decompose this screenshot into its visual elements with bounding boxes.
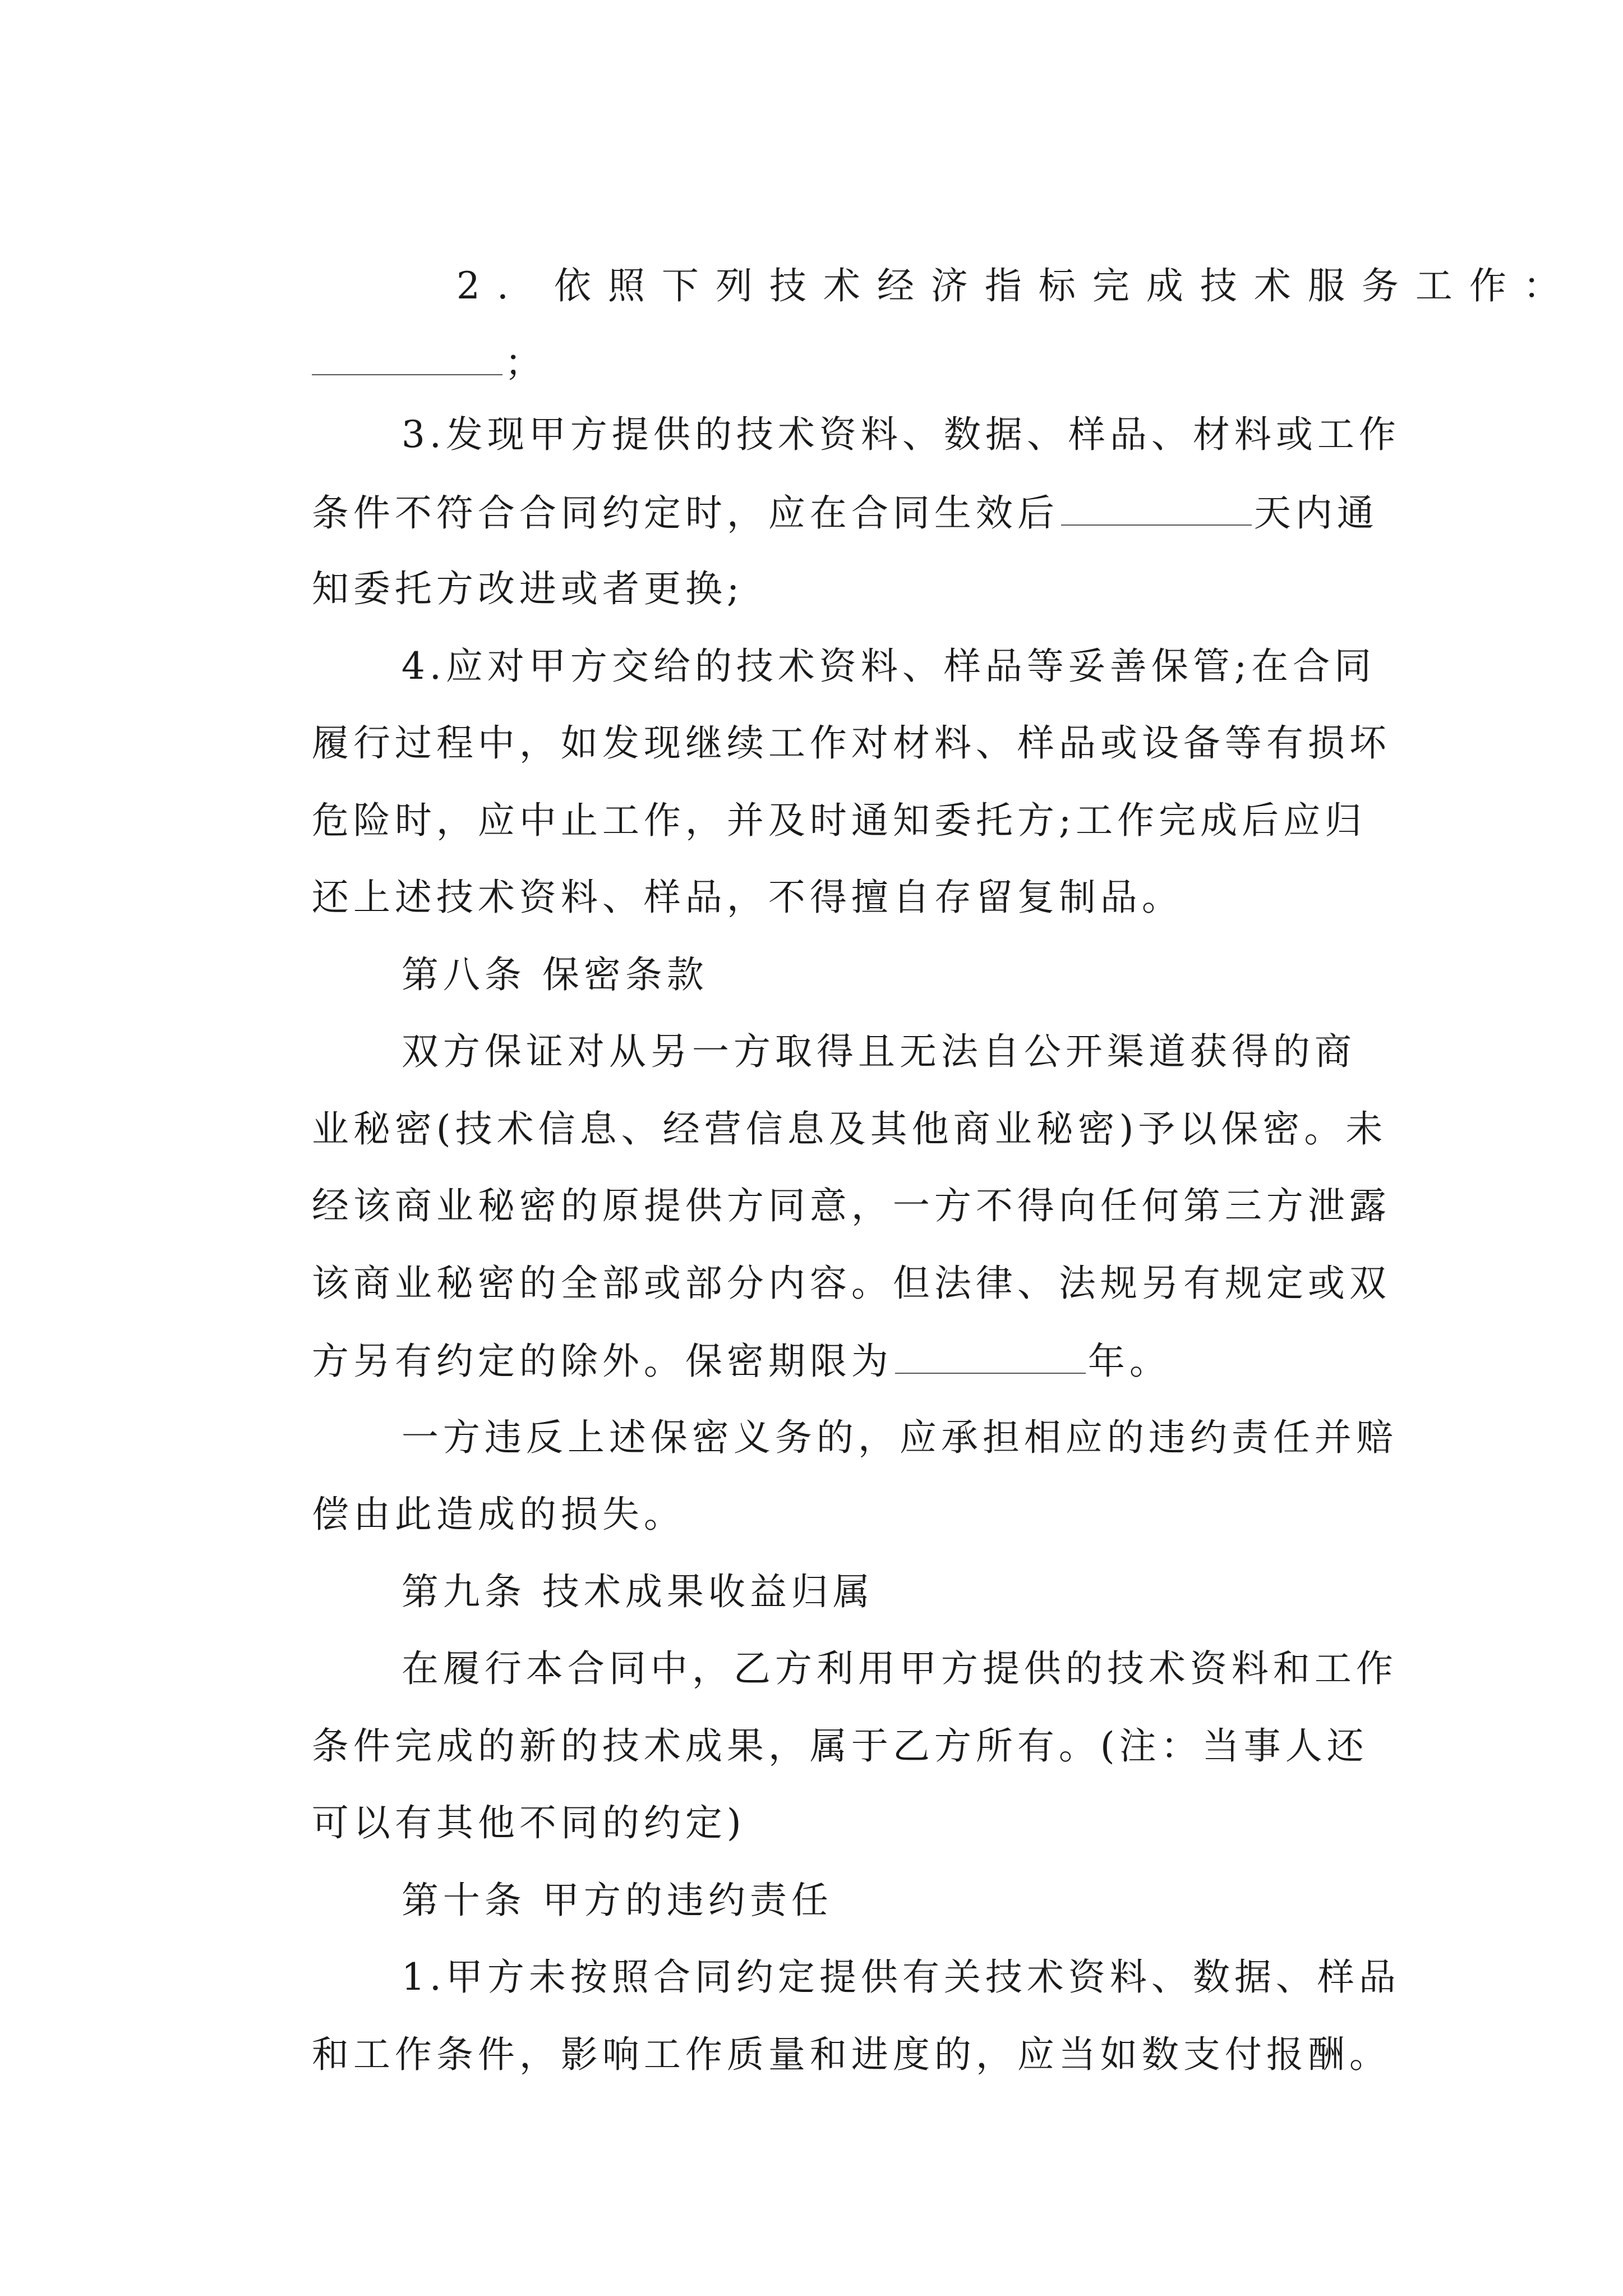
article-8-text-1: 双方保证对从另一方取得且无法自公开渠道获得的商 [401,1030,1356,1073]
article-8-title: 第八条 保密条款 [401,953,708,996]
article-9-text-1: 在履行本合同中，乙方利用甲方提供的技术资料和工作 [401,1647,1398,1690]
semicolon: ； [504,341,546,384]
article-8-text-4: 该商业秘密的全部或部分内容。但法律、法规另有规定或双 [311,1262,1391,1305]
clause-3-text-1: 3.发现甲方提供的技术资料、数据、样品、材料或工作 [401,413,1400,456]
clause-2-text: 2. 依照下列技术经济指标完成技术服务工作： [456,264,1577,307]
article-10-text-1: 1.甲方未按照合同约定提供有关技术资料、数据、样品 [401,1955,1400,1999]
clause-4-text-4: 还上述技术资料、样品，不得擅自存留复制品。 [311,876,1183,919]
article-8-text-5b: 年。 [1087,1340,1171,1383]
article-10-text-2: 和工作条件，影响工作质量和进度的，应当如数支付报酬。 [311,2033,1391,2076]
fill-in-blank-years [895,1338,1086,1374]
article-9-title: 第九条 技术成果收益归属 [401,1570,874,1613]
clause-3-text-3: 知委托方改进或者更换; [311,567,744,610]
clause-4-text-1: 4.应对甲方交给的技术资料、样品等妥善保管;在合同 [401,645,1376,688]
article-10-line-2 [247,1987,1391,2122]
clause-4-text-3: 危险时，应中止工作，并及时通知委托方;工作完成后应归 [311,799,1367,842]
article-8-text-7: 偿由此造成的损失。 [311,1493,685,1536]
article-9-text-2: 条件完成的新的技术成果，属于乙方所有。(注：当事人还 [311,1724,1368,1768]
clause-3-text-2b: 天内通 [1253,491,1378,535]
article-10-title: 第十条 甲方的违约责任 [401,1879,833,1922]
article-8-text-6: 一方违反上述保密义务的，应承担相应的违约责任并赔 [401,1416,1398,1459]
clause-3-text-2a: 条件不符合合同约定时，应在合同生效后 [311,491,1059,535]
article-8-text-2: 业秘密(技术信息、经营信息及其他商业秘密)予以保密。未 [311,1107,1387,1151]
article-8-text-3: 经该商业秘密的原提供方同意，一方不得向任何第三方泄露 [311,1184,1391,1227]
article-9-text-3: 可以有其他不同的约定) [311,1801,746,1844]
article-8-text-5a: 方另有约定的除外。保密期限为 [311,1340,893,1383]
fill-in-blank-days [1061,490,1252,526]
clause-4-text-2: 履行过程中，如发现继续工作对材料、样品或设备等有损坏 [311,721,1391,765]
